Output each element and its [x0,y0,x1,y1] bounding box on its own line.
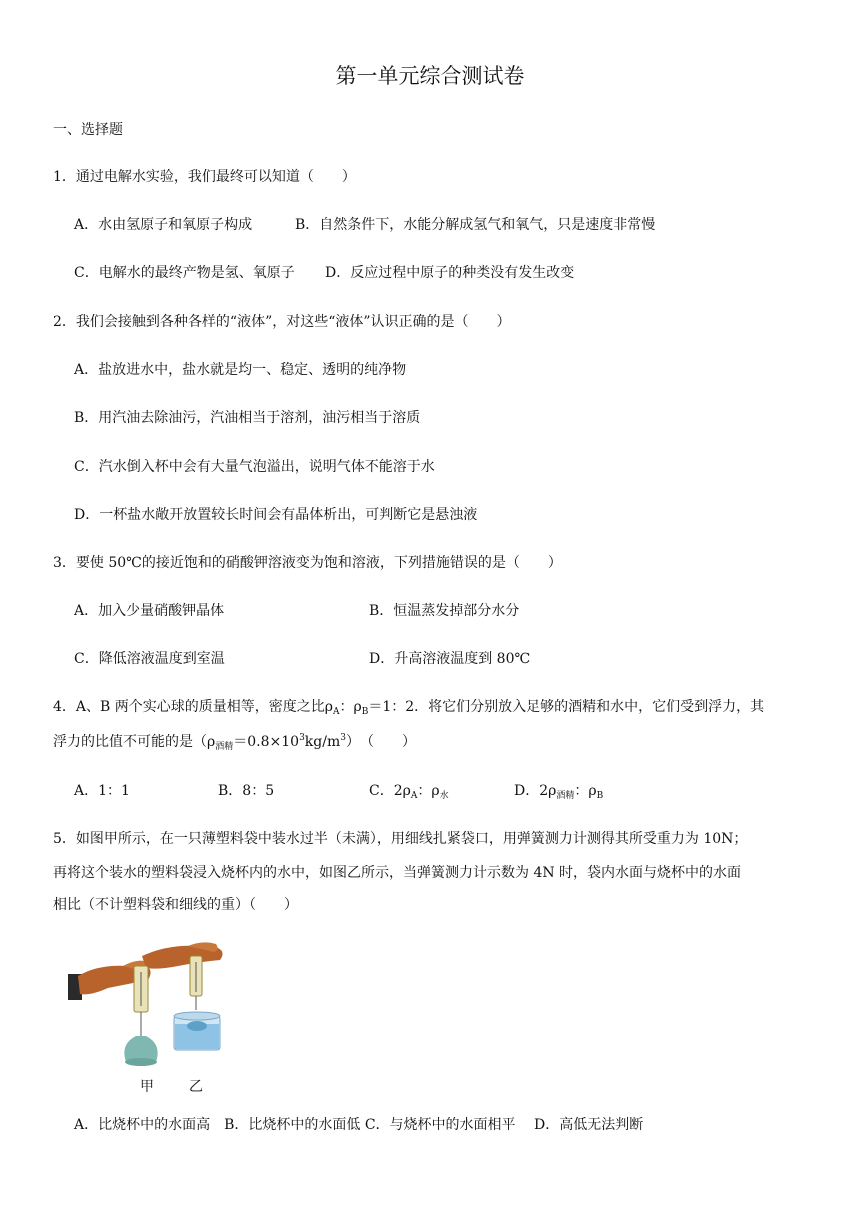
question-1-option-b: B．自然条件下，水能分解成氢气和氧气，只是速度非常慢 [295,217,656,233]
figure-caption-yi: 乙 [189,1079,203,1095]
question-4-option-b: B．8：5 [218,783,275,799]
question-1-stem: 1．通过电解水实验，我们最终可以知道（ ） [53,169,356,185]
question-1-option-a: A．水由氢原子和氧原子构成 [74,217,253,233]
question-2-option-d: D．一杯盐水敞开放置较长时间会有晶体析出，可判断它是悬浊液 [74,507,478,523]
question-3-option-b: B．恒温蒸发掉部分水分 [369,603,520,619]
question-3-option-a: A．加入少量硝酸钾晶体 [74,603,225,619]
spring-scale-illustration [68,936,228,1076]
question-4-stem-line2: 浮力的比值不可能的是$(\rho_{酒精}=0.8\times 10^3kg/m^3)$ （ ） [53,733,416,752]
question-4-stem-line1: 4．A、B 两个实心球的质量相等，密度之比$\rho_A$：$\rho_B=1$：2．将它们分别放入足够的酒精和水中，它们受到浮力，其 [53,699,765,717]
question-4-option-c: C．$2\rho_A$：$\rho_水$ [369,783,449,801]
page-title: 第一单元综合测试卷 [335,64,525,88]
question-3-option-d: D．升高溶液温度到 80℃ [369,651,531,667]
question-3-option-c: C．降低溶液温度到室温 [74,651,225,667]
question-2-stem: 2．我们会接触到各种各样的“液体”，对这些“液体”认识正确的是（ ） [53,314,511,330]
question-5-stem-line3: 相比（不计塑料袋和细线的重）（ ） [53,897,298,913]
question-2-option-b: B．用汽油去除油污，汽油相当于溶剂，油污相当于溶质 [74,410,421,426]
figure-caption-jia: 甲 [140,1079,154,1095]
question-1-option-d: D．反应过程中原子的种类没有发生改变 [325,265,575,281]
question-2-option-c: C．汽水倒入杯中会有大量气泡溢出，说明气体不能溶于水 [74,459,435,475]
question-5-options: A．比烧杯中的水面高 B．比烧杯中的水面低 C．与烧杯中的水面相平 D．高低无法判断 [74,1117,644,1133]
question-2-option-a: A．盐放进水中，盐水就是均一、稳定、透明的纯净物 [74,362,407,378]
question-4-option-d: D．$2\rho_{酒精}$：$\rho_B$ [514,783,604,801]
question-1-option-c: C．电解水的最终产物是氢、氧原子 [74,265,295,281]
question-4-option-a: A．1：1 [74,783,130,799]
spring-scale-figure [68,936,228,1096]
question-5-stem-line1: 5．如图甲所示，在一只薄塑料袋中装水过半（未满），用细线扎紧袋口，用弹簧测力计测得其所受重力为 10N； [53,831,748,847]
question-3-stem: 3．要使 50℃的接近饱和的硝酸钾溶液变为饱和溶液，下列措施错误的是（ ） [53,555,562,571]
section-heading: 一、选择题 [53,122,123,138]
question-5-stem-line2: 再将这个装水的塑料袋浸入烧杯内的水中，如图乙所示，当弹簧测力计示数为 4N 时，袋内水面与烧杯中的水面 [53,865,742,881]
